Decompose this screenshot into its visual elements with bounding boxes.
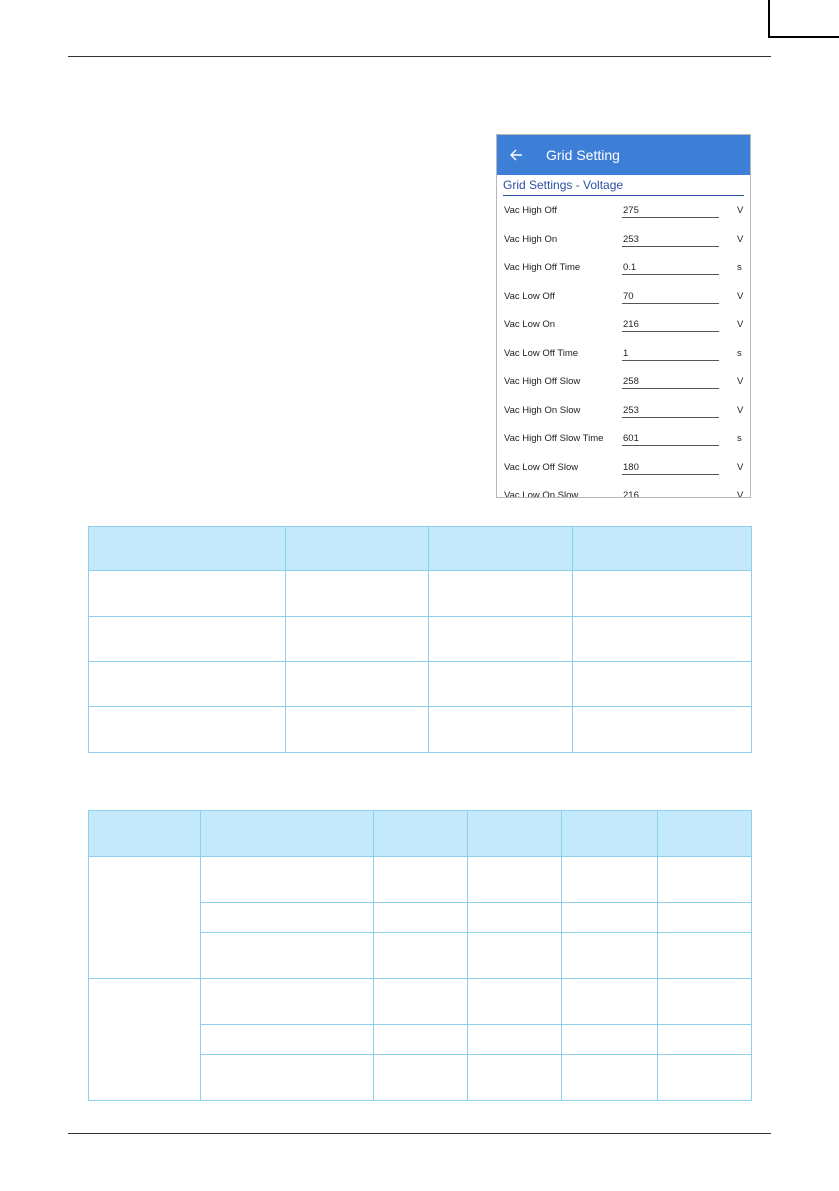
table-row [89, 707, 752, 753]
setting-row [497, 487, 750, 498]
setting-unit: V [737, 290, 744, 302]
setting-unit: V [737, 461, 744, 473]
setting-label: Vac Low Off [504, 290, 555, 302]
setting-unit: V [737, 490, 744, 498]
setting-row [497, 288, 750, 317]
setting-row [497, 430, 750, 459]
setting-unit: V [737, 376, 744, 387]
setting-unit: V [737, 233, 744, 245]
setting-value-input[interactable]: 70 [622, 291, 719, 304]
setting-value-input[interactable]: 253 [622, 234, 719, 247]
setting-unit: s [737, 433, 742, 444]
setting-value-input[interactable]: 253 [622, 405, 719, 418]
setting-label: Vac High Off [504, 205, 557, 216]
setting-label: Vac High Off Slow Time [504, 433, 604, 444]
setting-row [497, 373, 750, 402]
setting-row [497, 316, 750, 345]
setting-label: Vac Low On [504, 319, 556, 330]
setting-row [497, 459, 750, 488]
table-2-header [89, 811, 201, 857]
setting-unit: s [737, 347, 742, 359]
setting-unit: s [737, 262, 742, 273]
setting-row [497, 202, 750, 231]
setting-unit: V [737, 319, 744, 330]
app-bar [497, 135, 750, 175]
setting-row [497, 259, 750, 288]
footer-rule [68, 1133, 771, 1134]
setting-label: Vac High On Slow [504, 404, 581, 416]
setting-label: Vac High Off Time [504, 262, 581, 273]
setting-label: Vac High On [504, 233, 558, 245]
setting-value-input[interactable]: 1 [622, 348, 719, 361]
setting-unit: V [737, 205, 744, 216]
setting-unit: V [737, 404, 744, 416]
settings-list [497, 196, 750, 498]
table-row [89, 662, 752, 707]
table-row [89, 857, 752, 903]
setting-value-input[interactable]: 275 [622, 205, 719, 218]
table-1 [88, 526, 752, 753]
setting-value-input[interactable]: 258 [622, 376, 719, 389]
setting-value-input[interactable]: 601 [622, 433, 719, 446]
section-title: Grid Settings - Voltage [503, 176, 744, 196]
header-rule [68, 56, 771, 57]
setting-row [497, 402, 750, 431]
app-title: Grid Setting [546, 147, 620, 163]
setting-value-input[interactable]: 180 [622, 462, 719, 475]
setting-label: Vac Low Off Time [504, 347, 579, 359]
table-2 [88, 810, 752, 1101]
setting-label: Vac High Off Slow [504, 376, 581, 387]
table-1-header [89, 527, 286, 571]
setting-label: Vac Low Off Slow [504, 461, 579, 473]
table-row [89, 571, 752, 617]
setting-value-input[interactable]: 216 [622, 319, 719, 332]
setting-value-input[interactable]: 0.1 [622, 262, 719, 275]
phone-screenshot [496, 134, 751, 498]
setting-row [497, 231, 750, 260]
setting-row [497, 345, 750, 374]
table-row [89, 979, 752, 1025]
arrow-left-icon[interactable] [497, 135, 535, 175]
setting-value-input[interactable]: 216 [622, 490, 719, 498]
setting-label: Vac Low On Slow [504, 490, 579, 498]
corner-crop-mark [768, 0, 839, 38]
table-row [89, 617, 752, 662]
